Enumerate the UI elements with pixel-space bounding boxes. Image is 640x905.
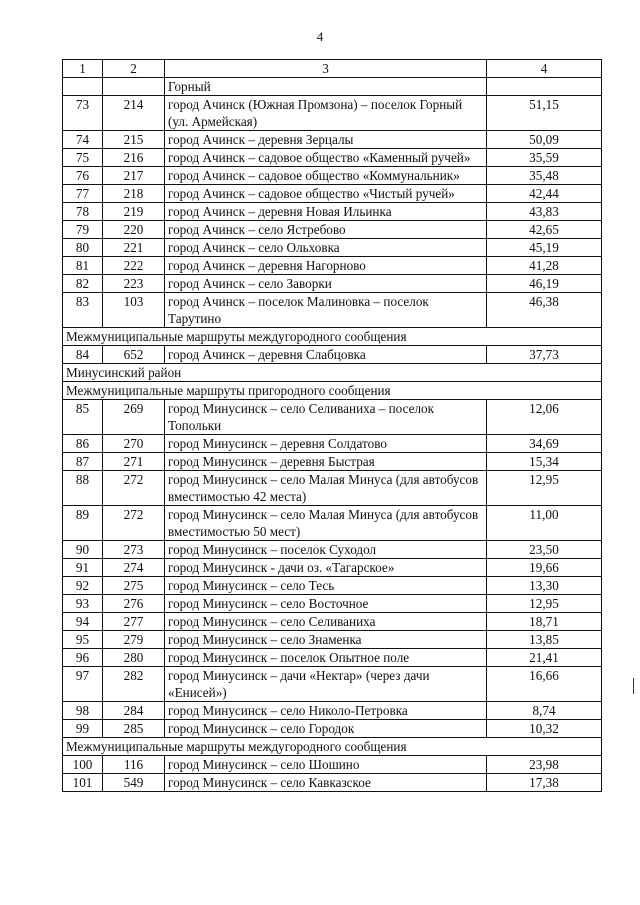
route-number: 100 <box>63 756 103 774</box>
route-code: 221 <box>103 239 165 257</box>
route-name: город Минусинск – деревня Солдатово <box>165 435 487 453</box>
route-distance: 34,69 <box>487 435 602 453</box>
table-header-row <box>63 60 602 78</box>
route-distance: 43,83 <box>487 203 602 221</box>
route-name: город Минусинск – село Знаменка <box>165 631 487 649</box>
route-distance: 50,09 <box>487 131 602 149</box>
route-distance: 8,74 <box>487 702 602 720</box>
route-distance: 37,73 <box>487 346 602 364</box>
route-distance: 18,71 <box>487 613 602 631</box>
route-code: 280 <box>103 649 165 667</box>
route-distance: 46,19 <box>487 275 602 293</box>
route-number: 90 <box>63 541 103 559</box>
route-number: 91 <box>63 559 103 577</box>
route-number: 74 <box>63 131 103 149</box>
table-row <box>63 667 602 702</box>
route-code: 272 <box>103 471 165 506</box>
table-row <box>63 346 602 364</box>
route-number: 96 <box>63 649 103 667</box>
route-name: Горный <box>165 78 487 96</box>
route-distance: 17,38 <box>487 774 602 792</box>
header-col-1: 1 <box>63 60 103 78</box>
route-distance: 42,65 <box>487 221 602 239</box>
route-number: 85 <box>63 400 103 435</box>
route-name: город Ачинск – садовое общество «Каменный ручей» <box>165 149 487 167</box>
table-row <box>63 203 602 221</box>
table-row <box>63 453 602 471</box>
route-name: город Минусинск – село Кавказское <box>165 774 487 792</box>
route-code: 282 <box>103 667 165 702</box>
section-row <box>63 382 602 400</box>
route-name: город Ачинск – село Ястребово <box>165 221 487 239</box>
table-row <box>63 559 602 577</box>
route-code: 272 <box>103 506 165 541</box>
table-row <box>63 435 602 453</box>
route-number: 88 <box>63 471 103 506</box>
table-row <box>63 239 602 257</box>
table-row <box>63 275 602 293</box>
route-code: 279 <box>103 631 165 649</box>
route-code: 652 <box>103 346 165 364</box>
route-distance: 46,38 <box>487 293 602 328</box>
table-row <box>63 149 602 167</box>
table-row <box>63 595 602 613</box>
route-number: 73 <box>63 96 103 131</box>
route-name: город Ачинск – поселок Малиновка – поселок Тарутино <box>165 293 487 328</box>
margin-mark <box>633 678 634 694</box>
route-number <box>63 78 103 96</box>
route-number: 94 <box>63 613 103 631</box>
routes-table <box>62 59 602 792</box>
route-code: 277 <box>103 613 165 631</box>
table-row <box>63 131 602 149</box>
route-code: 116 <box>103 756 165 774</box>
section-title: Межмуниципальные маршруты междугородного сообщения <box>63 328 602 346</box>
route-code: 215 <box>103 131 165 149</box>
route-code: 269 <box>103 400 165 435</box>
route-name: город Ачинск – село Заворки <box>165 275 487 293</box>
table-row <box>63 756 602 774</box>
route-code: 222 <box>103 257 165 275</box>
table-body <box>63 78 602 792</box>
header-col-2: 2 <box>103 60 165 78</box>
section-title: Межмуниципальные маршруты междугородного сообщения <box>63 738 602 756</box>
table-row <box>63 541 602 559</box>
table-row <box>63 96 602 131</box>
route-code: 270 <box>103 435 165 453</box>
route-number: 99 <box>63 720 103 738</box>
route-name: город Ачинск – садовое общество «Чистый ручей» <box>165 185 487 203</box>
route-code: 103 <box>103 293 165 328</box>
route-number: 82 <box>63 275 103 293</box>
route-distance: 15,34 <box>487 453 602 471</box>
route-name: город Минусинск – село Малая Минуса (для автобусов вместимостью 42 места) <box>165 471 487 506</box>
route-number: 89 <box>63 506 103 541</box>
route-distance: 35,59 <box>487 149 602 167</box>
route-code: 275 <box>103 577 165 595</box>
route-name: город Ачинск – деревня Слабцовка <box>165 346 487 364</box>
route-distance: 23,50 <box>487 541 602 559</box>
section-title: Межмуниципальные маршруты пригородного сообщения <box>63 382 602 400</box>
route-number: 86 <box>63 435 103 453</box>
route-code: 274 <box>103 559 165 577</box>
route-name: город Ачинск – село Ольховка <box>165 239 487 257</box>
route-distance: 16,66 <box>487 667 602 702</box>
route-name: город Минусинск – село Шошино <box>165 756 487 774</box>
table-row <box>63 577 602 595</box>
route-name: город Ачинск – деревня Зерцалы <box>165 131 487 149</box>
route-code: 223 <box>103 275 165 293</box>
route-distance: 13,85 <box>487 631 602 649</box>
table-row <box>63 471 602 506</box>
route-name: город Минусинск – дачи «Нектар» (через дачи «Енисей») <box>165 667 487 702</box>
route-distance: 42,44 <box>487 185 602 203</box>
route-code: 276 <box>103 595 165 613</box>
route-code: 285 <box>103 720 165 738</box>
header-col-4: 4 <box>487 60 602 78</box>
table-row <box>63 720 602 738</box>
route-number: 97 <box>63 667 103 702</box>
route-distance: 21,41 <box>487 649 602 667</box>
table-row <box>63 167 602 185</box>
route-name: город Минусинск – поселок Суходол <box>165 541 487 559</box>
section-title: Минусинский район <box>63 364 602 382</box>
route-name: город Минусинск – село Селиваниха – поселок Топольки <box>165 400 487 435</box>
route-distance <box>487 78 602 96</box>
route-number: 101 <box>63 774 103 792</box>
route-number: 79 <box>63 221 103 239</box>
route-number: 92 <box>63 577 103 595</box>
route-distance: 11,00 <box>487 506 602 541</box>
route-number: 80 <box>63 239 103 257</box>
route-name: город Минусинск – деревня Быстрая <box>165 453 487 471</box>
route-number: 98 <box>63 702 103 720</box>
route-name: город Минусинск – село Селиваниха <box>165 613 487 631</box>
route-name: город Минусинск – село Тесь <box>165 577 487 595</box>
route-distance: 51,15 <box>487 96 602 131</box>
route-name: город Минусинск – село Николо-Петровка <box>165 702 487 720</box>
table-row <box>63 774 602 792</box>
route-number: 81 <box>63 257 103 275</box>
route-distance: 45,19 <box>487 239 602 257</box>
route-name: город Минусинск – село Восточное <box>165 595 487 613</box>
route-name: город Ачинск (Южная Промзона) – поселок Горный (ул. Армейская) <box>165 96 487 131</box>
route-number: 75 <box>63 149 103 167</box>
route-number: 78 <box>63 203 103 221</box>
section-row <box>63 328 602 346</box>
route-code: 219 <box>103 203 165 221</box>
table-row <box>63 221 602 239</box>
route-number: 87 <box>63 453 103 471</box>
route-distance: 12,95 <box>487 595 602 613</box>
table-row <box>63 649 602 667</box>
route-number: 77 <box>63 185 103 203</box>
route-distance: 23,98 <box>487 756 602 774</box>
route-name: город Минусинск – село Городок <box>165 720 487 738</box>
route-number: 84 <box>63 346 103 364</box>
section-row <box>63 364 602 382</box>
route-code: 220 <box>103 221 165 239</box>
route-distance: 41,28 <box>487 257 602 275</box>
table-row <box>63 613 602 631</box>
page-number: 4 <box>316 29 324 44</box>
section-row <box>63 738 602 756</box>
route-number: 83 <box>63 293 103 328</box>
route-code: 214 <box>103 96 165 131</box>
header-col-3: 3 <box>165 60 487 78</box>
route-distance: 10,32 <box>487 720 602 738</box>
route-code: 218 <box>103 185 165 203</box>
route-distance: 12,95 <box>487 471 602 506</box>
route-number: 93 <box>63 595 103 613</box>
route-code: 271 <box>103 453 165 471</box>
table-row <box>63 400 602 435</box>
route-name: город Минусинск - дачи оз. «Тагарское» <box>165 559 487 577</box>
route-name: город Ачинск – деревня Новая Ильинка <box>165 203 487 221</box>
table-row <box>63 702 602 720</box>
table-row <box>63 506 602 541</box>
route-number: 95 <box>63 631 103 649</box>
route-name: город Минусинск – поселок Опытное поле <box>165 649 487 667</box>
table-row <box>63 293 602 328</box>
route-name: город Минусинск – село Малая Минуса (для автобусов вместимостью 50 мест) <box>165 506 487 541</box>
route-code: 273 <box>103 541 165 559</box>
table-row <box>63 257 602 275</box>
route-name: город Ачинск – деревня Нагорново <box>165 257 487 275</box>
table-row <box>63 185 602 203</box>
route-distance: 35,48 <box>487 167 602 185</box>
route-distance: 19,66 <box>487 559 602 577</box>
route-code: 549 <box>103 774 165 792</box>
route-number: 76 <box>63 167 103 185</box>
route-name: город Ачинск – садовое общество «Коммунальник» <box>165 167 487 185</box>
table-row <box>63 78 602 96</box>
route-code <box>103 78 165 96</box>
route-distance: 12,06 <box>487 400 602 435</box>
route-code: 284 <box>103 702 165 720</box>
route-code: 216 <box>103 149 165 167</box>
route-code: 217 <box>103 167 165 185</box>
table-row <box>63 631 602 649</box>
route-distance: 13,30 <box>487 577 602 595</box>
